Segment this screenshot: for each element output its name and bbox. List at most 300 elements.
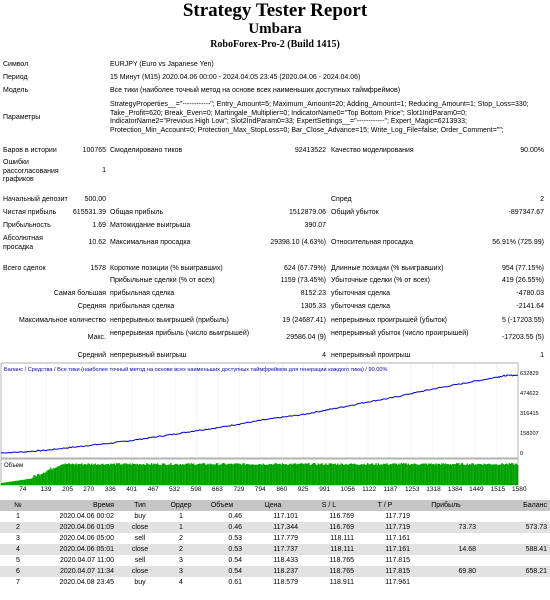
volume-bar bbox=[230, 463, 231, 485]
volume-bar bbox=[356, 464, 357, 485]
volume-bar bbox=[135, 464, 136, 485]
spread-label: Спред bbox=[331, 196, 352, 203]
volume-bar bbox=[169, 464, 170, 485]
volume-bar bbox=[494, 465, 495, 486]
volume-bar bbox=[8, 482, 9, 485]
volume-bar bbox=[439, 464, 440, 485]
volume-bar bbox=[350, 463, 351, 485]
volume-bar bbox=[27, 479, 28, 485]
report-expert-name: Umbara bbox=[248, 21, 302, 37]
volume-bar bbox=[9, 482, 10, 485]
volume-bar bbox=[15, 481, 16, 485]
volume-bar bbox=[252, 465, 253, 486]
volume-bar bbox=[247, 464, 248, 485]
volume-bar bbox=[207, 464, 208, 485]
volume-bar bbox=[2, 483, 3, 485]
volume-bar bbox=[116, 463, 117, 485]
volume-bar bbox=[469, 464, 470, 485]
volume-bar bbox=[315, 465, 316, 486]
volume-bar bbox=[450, 464, 451, 485]
volume-bar bbox=[42, 474, 43, 485]
x-tick-label: 1056 bbox=[340, 486, 355, 493]
reldd-label: Относительная просадка bbox=[331, 239, 413, 246]
volume-bar bbox=[86, 465, 87, 485]
chart-plot-area bbox=[1, 363, 518, 458]
volume-bar bbox=[204, 463, 205, 485]
volume-bar bbox=[150, 465, 151, 486]
volume-bar bbox=[30, 479, 31, 485]
volume-bar bbox=[476, 464, 477, 485]
volume-bar bbox=[210, 463, 211, 485]
quality-label: Качество моделирования bbox=[331, 147, 414, 154]
volume-bar bbox=[61, 465, 62, 485]
volume-bar bbox=[144, 465, 145, 486]
volume-bar bbox=[107, 464, 108, 485]
volume-bar bbox=[218, 465, 219, 485]
volume-bar bbox=[180, 464, 181, 485]
balance-chart bbox=[1, 363, 539, 485]
volume-bar bbox=[403, 463, 404, 485]
volume-bar bbox=[251, 464, 252, 485]
bars-value: 100765 bbox=[82, 147, 106, 154]
trades-table bbox=[0, 500, 550, 588]
volume-bar bbox=[344, 465, 345, 485]
volume-bar bbox=[53, 468, 54, 485]
volume-bar bbox=[222, 463, 223, 485]
volume-bar bbox=[153, 464, 154, 485]
volume-bar bbox=[457, 464, 458, 486]
volume-bar bbox=[383, 464, 384, 485]
table-cell: 117.719 bbox=[385, 513, 410, 520]
volume-bar bbox=[269, 464, 270, 485]
total-label: Всего сделок bbox=[3, 265, 46, 272]
volume-bar bbox=[257, 465, 258, 485]
pf-value: 1.69 bbox=[92, 222, 106, 229]
volume-bar bbox=[291, 465, 292, 485]
volume-bar bbox=[314, 463, 315, 485]
volume-bar bbox=[481, 464, 482, 485]
volume-bar bbox=[482, 465, 483, 485]
volume-bar bbox=[110, 463, 111, 485]
volume-bar bbox=[445, 463, 446, 485]
volume-bar bbox=[504, 465, 505, 485]
x-tick-label: 1122 bbox=[362, 486, 377, 493]
volume-bar bbox=[49, 469, 50, 485]
volume-bar bbox=[221, 464, 222, 485]
volume-bar bbox=[240, 464, 241, 485]
table-cell: 2020.04.08 23:45 bbox=[59, 579, 114, 586]
volume-bar bbox=[182, 464, 183, 485]
volume-bar bbox=[62, 464, 63, 485]
volume-bar bbox=[5, 483, 6, 486]
volume-bar bbox=[311, 465, 312, 485]
params-line: Take_Profit=620; Break_Even=0; Martingale_Multiplier=0; IndicatorName0="Top Bottom Price"; Slot1IndParam0=0; bbox=[110, 109, 467, 117]
volume-bar bbox=[79, 464, 80, 485]
volume-bar bbox=[361, 464, 362, 485]
volume-bar bbox=[337, 464, 338, 486]
grossprofit-value: 1512879.06 bbox=[289, 209, 326, 216]
volume-bar bbox=[229, 464, 230, 485]
col-header: Прибыль bbox=[413, 500, 479, 511]
chart-legend: Баланс / Средства / Все тики (наиболее точный метод на основе всех наименьших доступных таймфреймов для генерации каждого тика) / 90.00% bbox=[4, 367, 388, 373]
volume-bar bbox=[489, 464, 490, 485]
volume-bar bbox=[261, 465, 262, 485]
volume-bar bbox=[26, 479, 27, 485]
table-cell: 117.815 bbox=[385, 557, 410, 564]
volume-bar bbox=[1, 483, 2, 485]
volume-label: Объем bbox=[4, 463, 24, 469]
x-tick-label: 139 bbox=[40, 486, 52, 493]
volume-bar bbox=[133, 464, 134, 485]
volume-bar bbox=[132, 463, 133, 485]
volume-bar bbox=[390, 464, 391, 485]
maxcount-wins-value: 19 (24687.41) bbox=[282, 317, 326, 324]
table-cell: 0.61 bbox=[228, 579, 242, 586]
volume-bar bbox=[189, 464, 190, 485]
volume-bar bbox=[387, 465, 388, 485]
volume-bar bbox=[25, 479, 26, 485]
losstr-label: Убыточные сделки (% от всех) bbox=[331, 277, 430, 284]
max-losses-value: -17203.55 (5) bbox=[501, 334, 544, 341]
volume-bar bbox=[491, 465, 492, 486]
volume-bar bbox=[93, 464, 94, 485]
volume-bar bbox=[385, 464, 386, 485]
volume-bar bbox=[281, 465, 282, 485]
volume-bar bbox=[415, 464, 416, 485]
volume-bar bbox=[480, 464, 481, 485]
volume-bar bbox=[284, 465, 285, 486]
x-tick-label: 991 bbox=[319, 486, 331, 493]
volume-bar bbox=[131, 465, 132, 485]
volume-bar bbox=[36, 476, 37, 485]
volume-bar bbox=[155, 464, 156, 485]
volume-bar bbox=[57, 466, 58, 485]
volume-bar bbox=[407, 465, 408, 485]
table-cell bbox=[413, 555, 479, 566]
volume-bar bbox=[277, 464, 278, 485]
volume-bar bbox=[149, 465, 150, 486]
report-title: Strategy Tester Report bbox=[182, 0, 368, 21]
reldd-value: 56.91% (725.99) bbox=[492, 239, 544, 246]
table-cell: 117.737 bbox=[245, 544, 301, 555]
volume-bar bbox=[193, 464, 194, 485]
table-cell: 6 bbox=[0, 566, 36, 577]
volume-bar bbox=[386, 463, 387, 485]
volume-bar bbox=[140, 464, 141, 485]
grossloss-value: -897347.67 bbox=[508, 209, 544, 216]
spread-value: 2 bbox=[540, 196, 544, 203]
x-axis-ticks bbox=[1, 486, 525, 496]
volume-bar bbox=[279, 464, 280, 485]
volume-bar bbox=[41, 474, 42, 485]
x-tick-label: 1515 bbox=[490, 486, 506, 493]
volume-bar bbox=[332, 464, 333, 485]
volume-bar bbox=[92, 465, 93, 485]
volume-bar bbox=[462, 463, 463, 485]
short-value: 624 (67.79%) bbox=[283, 265, 326, 272]
volume-bar bbox=[411, 464, 412, 485]
volume-bar bbox=[164, 464, 165, 485]
table-row bbox=[0, 511, 550, 522]
volume-bar bbox=[20, 480, 21, 485]
volume-bar bbox=[234, 463, 235, 485]
table-cell: 1 bbox=[163, 522, 199, 533]
params-value bbox=[110, 101, 548, 135]
volume-bar bbox=[348, 464, 349, 485]
table-cell: 7 bbox=[16, 579, 20, 586]
period-value: 15 Минут (M15) 2020.04.06 00:00 - 2024.04.05 23:45 (2020.04.06 - 2024.04.06) bbox=[110, 74, 361, 81]
avgcons-losses-value: 1 bbox=[540, 352, 544, 359]
x-tick-label: 205 bbox=[62, 486, 73, 493]
table-cell: 0.54 bbox=[228, 557, 242, 564]
volume-bar bbox=[276, 463, 277, 485]
volume-bar bbox=[330, 463, 331, 485]
volume-bar bbox=[223, 463, 224, 485]
volume-bar bbox=[288, 465, 289, 485]
volume-bar bbox=[377, 465, 378, 485]
x-tick-label: 532 bbox=[169, 486, 180, 493]
volume-bar bbox=[80, 464, 81, 485]
deposit-value: 500.00 bbox=[84, 196, 106, 203]
volume-bar bbox=[398, 464, 399, 486]
average-label: Средняя bbox=[77, 303, 106, 310]
largest-label: Самая большая bbox=[53, 290, 106, 297]
table-cell: 118.111 bbox=[330, 535, 354, 542]
volume-bar bbox=[318, 463, 319, 485]
volume-bar bbox=[477, 464, 478, 485]
volume-bar bbox=[139, 464, 140, 485]
volume-bar bbox=[290, 464, 291, 485]
volume-bar bbox=[392, 463, 393, 485]
volume-bar bbox=[317, 465, 318, 485]
volume-bar bbox=[434, 465, 435, 485]
volume-bar bbox=[209, 464, 210, 485]
volume-bar bbox=[177, 465, 178, 485]
volume-bar bbox=[217, 463, 218, 485]
volume-bar bbox=[45, 472, 46, 485]
table-cell bbox=[479, 555, 550, 566]
table-cell bbox=[413, 533, 479, 544]
volume-bar bbox=[200, 464, 201, 485]
volume-bar bbox=[506, 464, 507, 486]
volume-bar bbox=[67, 464, 68, 485]
volume-bar bbox=[354, 464, 355, 486]
volume-bar bbox=[510, 464, 511, 485]
volume-bar bbox=[432, 464, 433, 485]
volume-bar bbox=[33, 475, 34, 485]
max-label: Макс. bbox=[87, 334, 106, 341]
volume-bar bbox=[493, 464, 494, 485]
long-label: Длинные позиции (% выигравших) bbox=[331, 265, 444, 272]
volume-bar bbox=[270, 464, 271, 485]
volume-bar bbox=[161, 465, 162, 485]
volume-bar bbox=[84, 464, 85, 485]
volume-bar bbox=[98, 464, 99, 485]
table-cell bbox=[479, 577, 550, 588]
volume-bar bbox=[19, 480, 20, 485]
volume-bar bbox=[120, 465, 121, 486]
volume-bar bbox=[18, 481, 19, 486]
volume-bar bbox=[479, 464, 480, 485]
volume-bar bbox=[43, 473, 44, 485]
params-line: StrategyProperties__="------------"; Entry_Amount=5; Maximum_Amount=20; Adding_Amount=1; Reducing_Amount=1; Stop_Loss=330; bbox=[110, 101, 529, 108]
volume-bar bbox=[325, 463, 326, 485]
quality-value: 90.00% bbox=[520, 147, 544, 154]
table-cell: 118.765 bbox=[329, 557, 354, 564]
volume-bar bbox=[205, 465, 206, 486]
volume-bar bbox=[96, 465, 97, 485]
errors-label: Ошибки рассогласования графиков bbox=[3, 159, 59, 183]
volume-bar bbox=[199, 464, 200, 486]
table-cell: 2020.04.07 11:00 bbox=[60, 557, 114, 564]
volume-bar bbox=[486, 465, 487, 486]
maxcount-label: Максимальное количество bbox=[18, 317, 106, 324]
volume-bar bbox=[39, 475, 40, 485]
volume-bar bbox=[158, 465, 159, 485]
volume-bar bbox=[267, 465, 268, 485]
volume-bar bbox=[294, 464, 295, 485]
volume-bar bbox=[359, 465, 360, 485]
volume-bar bbox=[435, 463, 436, 485]
x-tick-label: 663 bbox=[211, 486, 223, 493]
y-tick-label: 474622 bbox=[520, 391, 539, 397]
volume-bar bbox=[50, 468, 51, 486]
volume-bar bbox=[381, 465, 382, 485]
volume-bar bbox=[408, 464, 409, 486]
volume-bar bbox=[159, 465, 160, 485]
maxcount-losses-value: 5 (-17203.55) bbox=[501, 317, 544, 324]
volume-bar bbox=[272, 465, 273, 485]
volume-bar bbox=[152, 465, 153, 486]
volume-bar bbox=[416, 464, 417, 485]
volume-bar bbox=[335, 464, 336, 485]
max-wins-label: непрерывная прибыль (число выигрышей) bbox=[110, 330, 250, 337]
volume-bar bbox=[37, 474, 38, 485]
netprofit-label: Чистая прибыль bbox=[3, 209, 57, 216]
volume-bar bbox=[313, 463, 314, 485]
volume-bar bbox=[115, 465, 116, 485]
col-header: Объем bbox=[199, 500, 245, 511]
volume-bar bbox=[422, 464, 423, 485]
volume-bar bbox=[60, 465, 61, 485]
x-tick-label: 1318 bbox=[426, 486, 441, 493]
volume-bar bbox=[397, 465, 398, 485]
volume-bar bbox=[121, 464, 122, 485]
volume-bar bbox=[266, 465, 267, 485]
table-cell: 118.911 bbox=[329, 579, 354, 586]
volume-bar bbox=[402, 464, 403, 485]
volume-bar bbox=[467, 463, 468, 485]
table-cell: 2020.04.07 11:34 bbox=[36, 566, 117, 577]
table-cell: sell bbox=[134, 535, 146, 542]
volume-bar bbox=[380, 464, 381, 485]
volume-bar bbox=[192, 464, 193, 485]
grossloss-label: Общий убыток bbox=[331, 209, 379, 216]
volume-bar bbox=[367, 463, 368, 485]
volume-bar bbox=[243, 463, 244, 485]
table-cell: 0.53 bbox=[199, 544, 245, 555]
volume-bar bbox=[329, 463, 330, 485]
table-cell: 1 bbox=[179, 513, 183, 520]
x-tick-label: 1449 bbox=[469, 486, 484, 493]
volume-bar bbox=[198, 464, 199, 485]
largest-profit-label: прибыльная сделка bbox=[110, 290, 175, 297]
volume-bar bbox=[227, 464, 228, 485]
table-cell: 2020.04.06 05:01 bbox=[36, 544, 117, 555]
y-axis-ticks bbox=[520, 371, 539, 457]
volume-bar bbox=[289, 464, 290, 485]
volume-bar bbox=[433, 464, 434, 485]
volume-bar bbox=[333, 464, 334, 485]
table-cell: 73.73 bbox=[413, 522, 479, 533]
volume-bar bbox=[224, 464, 225, 486]
volume-bar bbox=[102, 464, 103, 485]
volume-bar bbox=[483, 464, 484, 486]
volume-bar bbox=[51, 470, 52, 485]
x-tick-label: 270 bbox=[83, 486, 95, 493]
volume-bar bbox=[410, 464, 411, 485]
volume-bar bbox=[109, 465, 110, 485]
table-cell: 2020.04.06 05:00 bbox=[59, 535, 114, 542]
report-broker: RoboForex-Pro-2 (Build 1415) bbox=[210, 39, 340, 50]
volume-bar bbox=[426, 464, 427, 485]
volume-bar bbox=[516, 464, 517, 485]
volume-bar bbox=[212, 464, 213, 485]
volume-bar bbox=[99, 465, 100, 485]
volume-bar bbox=[393, 464, 394, 486]
y-tick-label: 316415 bbox=[520, 411, 539, 417]
volume-bar bbox=[323, 465, 324, 485]
long-value: 954 (77.15%) bbox=[501, 265, 544, 272]
symbol-label: Символ bbox=[3, 61, 29, 68]
volume-bar bbox=[74, 465, 75, 486]
volume-bar bbox=[282, 463, 283, 485]
volume-bar bbox=[71, 464, 72, 485]
volume-bar bbox=[319, 464, 320, 485]
volume-bar bbox=[147, 464, 148, 485]
table-cell: 117.719 bbox=[357, 522, 413, 533]
volume-bar bbox=[87, 463, 88, 485]
volume-bar bbox=[258, 464, 259, 485]
volume-bar bbox=[73, 464, 74, 485]
volume-bar bbox=[300, 464, 301, 486]
volume-bar bbox=[321, 463, 322, 485]
col-header: Баланс bbox=[479, 500, 550, 511]
table-cell: 3 bbox=[179, 557, 183, 564]
table-cell: 5 bbox=[16, 557, 20, 564]
volume-bar bbox=[389, 465, 390, 485]
table-cell: 3 bbox=[16, 535, 20, 542]
volume-bar bbox=[339, 465, 340, 485]
symbol-value: EURJPY (Euro vs Japanese Yen) bbox=[110, 61, 214, 68]
trades-body bbox=[0, 511, 550, 588]
volume-bar bbox=[127, 464, 128, 485]
x-tick-label: 860 bbox=[276, 486, 288, 493]
volume-bar bbox=[236, 463, 237, 485]
volume-bar bbox=[453, 464, 454, 485]
params-line: IndicatorName2="Previous High Low"; Slot2IndParam0=33; ExpertSettings__="------------"; Expert_Magic=6213933; bbox=[110, 118, 467, 125]
volume-bar bbox=[253, 465, 254, 486]
volume-bar bbox=[437, 464, 438, 485]
profittr-label: Прибыльные сделки (% от всех) bbox=[110, 277, 215, 284]
table-cell bbox=[413, 511, 479, 522]
table-row bbox=[0, 555, 550, 566]
volume-bar bbox=[327, 465, 328, 485]
volume-bar bbox=[126, 463, 127, 485]
table-cell: 2020.04.06 01:09 bbox=[36, 522, 117, 533]
trades-header-row bbox=[0, 500, 550, 511]
max-wins-value: 29586.04 (9) bbox=[286, 334, 326, 341]
